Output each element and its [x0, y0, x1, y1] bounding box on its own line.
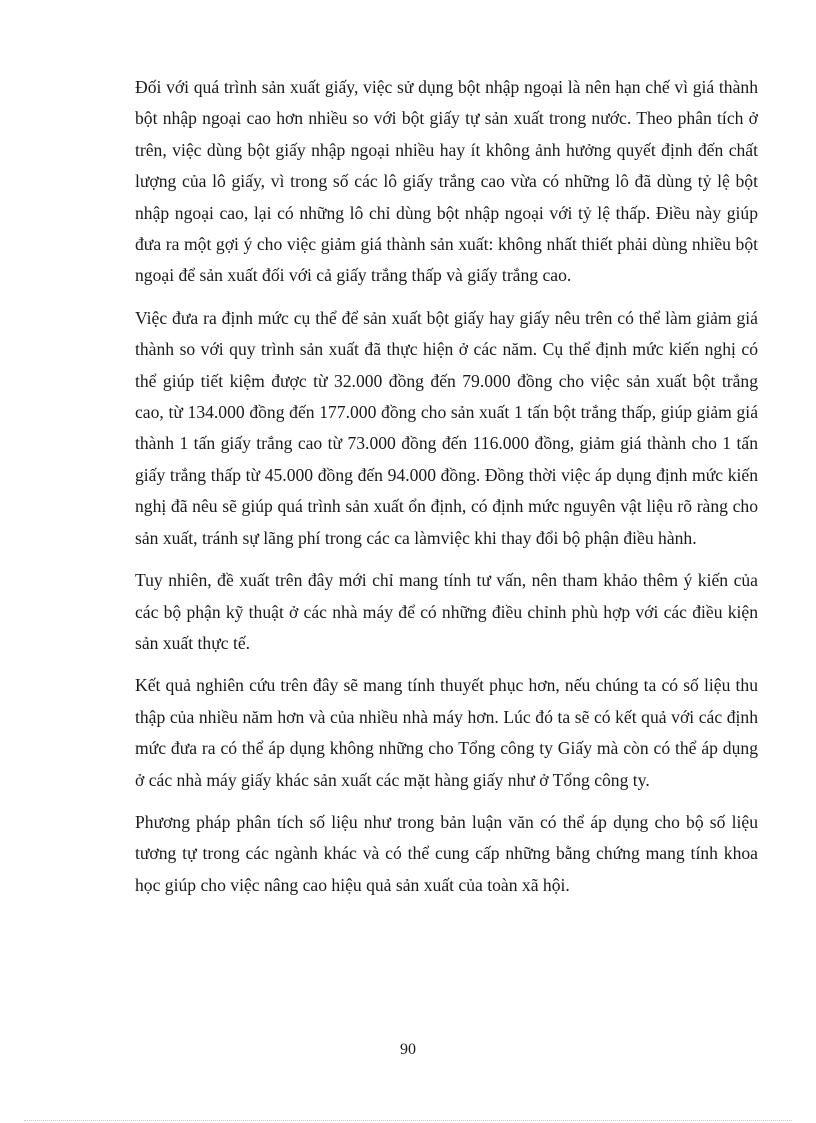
- page-number: 90: [400, 1041, 416, 1058]
- paragraph-4: Kết quả nghiên cứu trên đây sẽ mang tính thuyết phục hơn, nếu chúng ta có số liệu thu thập của nhiều năm hơn và của nhiều nhà máy hơn. Lúc đó ta sẽ có kết quả với các định mức đưa ra có thể áp dụng không những cho Tổng công ty Giấy mà còn có thể áp dụng ở các nhà máy giấy khác sản xuất các mặt hàng giấy như ở Tổng công ty.: [135, 675, 758, 790]
- paragraph-5: Phương pháp phân tích số liệu như trong bản luận văn có thể áp dụng cho bộ số liệu tương tự trong các ngành khác và có thể cung cấp những bằng chứng mang tính khoa học giúp cho việc nâng cao hiệu quả sản xuất của toàn xã hội.: [135, 811, 758, 895]
- paragraph-2: Việc đưa ra định mức cụ thể để sản xuất bột giấy hay giấy nêu trên có thể làm giảm giá thành so với quy trình sản xuất đã thực hiện ở các năm. Cụ thể định mức kiến nghị có thể giúp tiết kiệm được từ 32.000 đồng đến 79.000 đồng cho việc sản xuất bột trắng cao, từ 134.000 đồng đến 177.000 đồng cho sản xuất 1 tấn bột trắng thấp, giúp giảm giá thành 1 tấn giấy trắng cao từ 73.000 đồng đến 116.000 đồng, giảm giá thành cho 1 tấn giấy trắng thấp từ 45.000 đồng đến 94.000 đồng. Đồng thời việc áp dụng định mức kiến nghị đã nêu sẽ giúp quá trình sản xuất ổn định, có định mức nguyên vật liệu rõ ràng cho sản xuất, tránh sự lãng phí trong các ca làmviệc khi thay đổi bộ phận điều hành.: [135, 307, 758, 548]
- body-text: [135, 72, 758, 912]
- footer-divider: [24, 1120, 792, 1121]
- paragraph-1: Đối với quá trình sản xuất giấy, việc sử dụng bột nhập ngoại là nên hạn chế vì giá thành bột nhập ngoại cao hơn nhiều so với bột giấy tự sản xuất trong nước. Theo phân tích ở trên, việc dùng bột giấy nhập ngoại nhiều hay ít không ảnh hưởng quyết định đến chất lượng của lô giấy, vì trong số các lô giấy trắng cao vừa có những lô đã dùng tỷ lệ bột nhập ngoại cao, lại có những lô chỉ dùng bột nhập ngoại với tỷ lệ thấp. Điều này giúp đưa ra một gợi ý cho việc giảm giá thành sản xuất: không nhất thiết phải dùng nhiều bột ngoại để sản xuất đối với cả giấy trắng thấp và giấy trắng cao.: [135, 77, 758, 286]
- paragraph-3: Tuy nhiên, đề xuất trên đây mới chỉ mang tính tư vấn, nên tham khảo thêm ý kiến của các bộ phận kỹ thuật ở các nhà máy để có những điều chỉnh phù hợp với các điều kiện sản xuất thực tế.: [135, 570, 758, 653]
